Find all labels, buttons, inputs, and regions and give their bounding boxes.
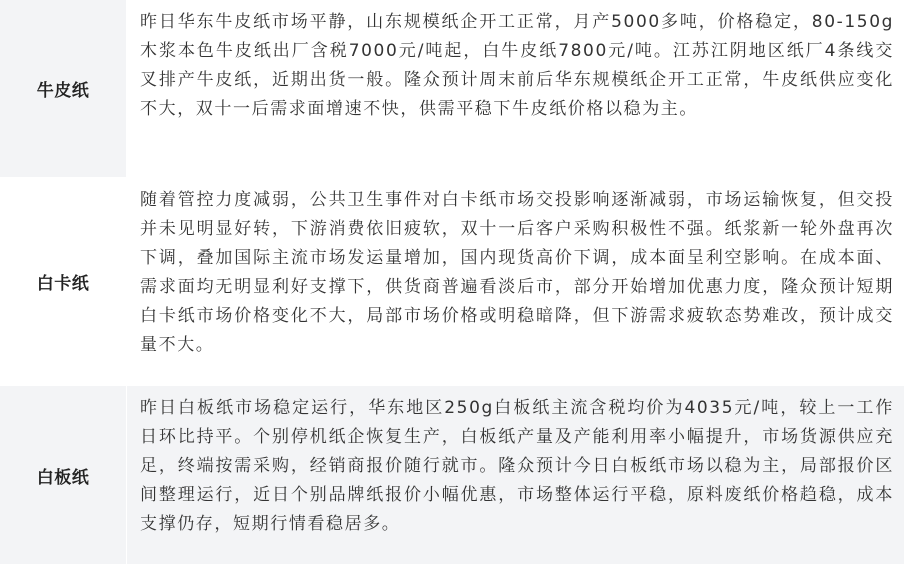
row-description: 昨日华东牛皮纸市场平静，山东规模纸企开工正常，月产5000多吨，价格稳定，80-150g木浆本色牛皮纸出厂含税7000元/吨起，白牛皮纸7800元/吨。江苏江阴地区纸厂4条线交叉排产牛皮纸，近期出货一般。隆众预计周末前后华东规模纸企开工正常，牛皮纸供应变化不大，双十一后需求面增速不快，供需平稳下牛皮纸价格以稳为主。 bbox=[140, 12, 894, 119]
table-row-kraft-paper bbox=[0, 0, 904, 178]
row-label: 白板纸 bbox=[36, 467, 90, 488]
row-description: 随着管控力度减弱，公共卫生事件对白卡纸市场交投影响逐渐减弱，市场运输恢复，但交投并未见明显好转，下游消费依旧疲软，双十一后客户采购积极性不强。纸浆新一轮外盘再次下调，叠加国际主流市场发运量增加，国内现货高价下调，成本面呈利空影响。在成本面、需求面均无明显利好支撑下，供货商普遍看淡后市，部分开始增加优惠力度，隆众预计短期白卡纸市场价格变化不大，局部市场价格或明稳暗降，但下游需求疲软态势难改，预计成交量不大。 bbox=[140, 190, 894, 355]
row-label-cell bbox=[0, 178, 127, 385]
row-label-cell bbox=[0, 386, 127, 564]
row-label: 牛皮纸 bbox=[36, 81, 90, 101]
table-row-white-board bbox=[0, 386, 904, 564]
row-content-cell bbox=[127, 0, 904, 177]
table-row-white-cardboard bbox=[0, 178, 904, 386]
row-content-cell bbox=[127, 386, 904, 564]
row-label: 白卡纸 bbox=[36, 274, 90, 294]
row-content-cell bbox=[127, 178, 904, 385]
row-description: 昨日白板纸市场稳定运行，华东地区250g白板纸主流含税均价为4035元/吨，较上一工作日环比持平。个别停机纸企恢复生产，白板纸产量及产能利用率小幅提升，市场货源供应充足，终端按需采购，经销商报价随行就市。隆众预计今日白板纸市场以稳为主，局部报价区间整理运行，近日个别品牌纸报价小幅优惠，市场整体运行平稳，原料废纸价格趋稳，成本支撑仍存，短期行情看稳居多。 bbox=[140, 398, 894, 534]
row-label-cell bbox=[0, 0, 127, 177]
